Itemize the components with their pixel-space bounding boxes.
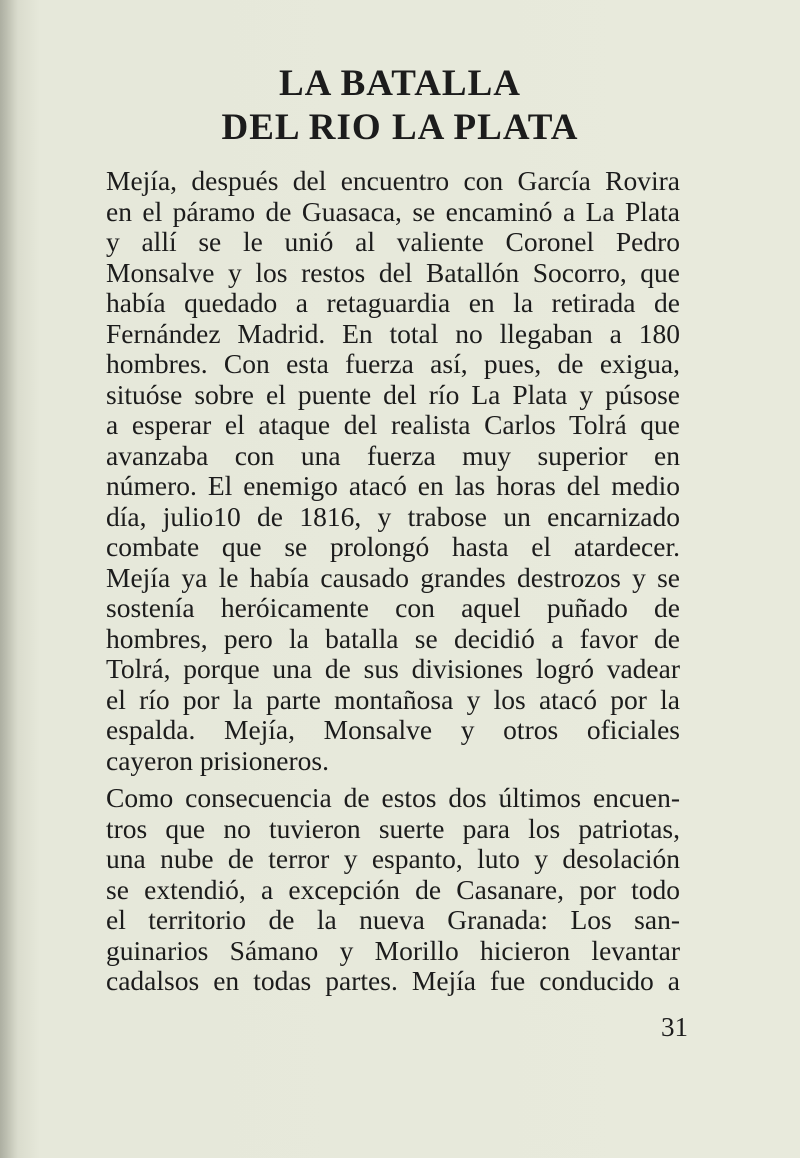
text-line: número. El enemigo atacó en las horas del medio xyxy=(106,470,680,501)
text-line: Monsalve y los restos del Batallón Socorro, que xyxy=(106,256,680,288)
text-line: se extendió, a excepción de Casanare, por todo xyxy=(106,873,680,905)
paragraph-2 xyxy=(106,783,680,997)
text-line: cadalsos en todas partes. Mejía fue conducido a xyxy=(106,965,680,996)
text-line: Tolrá, porque una de sus divisiones logró vadear xyxy=(106,653,680,684)
text-line: y allí se le unió al valiente Coronel Pedro xyxy=(106,226,680,257)
text-line: cayeron prisioneros. xyxy=(106,744,329,776)
text-line: día, julio10 de 1816, y trabose un encarnizado xyxy=(106,500,680,532)
text-line: hombres. Con esta fuerza así, pues, de exigua, xyxy=(106,348,680,379)
binding-shadow xyxy=(0,0,18,1158)
text-line: sostenía heróicamente con aquel puñado de xyxy=(106,592,680,623)
chapter-title-line-1: LA BATALLA xyxy=(279,63,521,104)
text-line: había quedado a retaguardia en la retirada de xyxy=(106,287,680,318)
paragraph-1 xyxy=(106,166,680,776)
text-line: Mejía, después del encuentro con García Rovira xyxy=(106,165,680,196)
text-line: a esperar el ataque del realista Carlos Tolrá que xyxy=(106,409,680,440)
text-line: hombres, pero la batalla se decidió a favor de xyxy=(106,622,680,654)
text-line: tros que no tuvieron suerte para los patriotas, xyxy=(106,812,680,844)
text-line: el territorio de la nueva Granada: Los san- xyxy=(106,904,680,935)
text-line: Fernández Madrid. En total no llegaban a 180 xyxy=(106,317,680,349)
text-line: situóse sobre el puente del río La Plata y púsose xyxy=(106,378,680,410)
text-line: avanzaba con una fuerza muy superior en xyxy=(106,439,680,471)
text-line: una nube de terror y espanto, luto y desolación xyxy=(106,843,680,874)
page-number: 31 xyxy=(661,1012,688,1042)
text-line: espalda. Mejía, Monsalve y otros oficiales xyxy=(106,714,680,745)
text-line: guinarios Sámano y Morillo hicieron levantar xyxy=(106,934,680,966)
text-line: en el páramo de Guasaca, se encaminó a La Plata xyxy=(106,195,680,227)
text-line: Mejía ya le había causado grandes destrozos y se xyxy=(106,561,680,593)
text-line: Como consecuencia de estos dos últimos encuen- xyxy=(106,782,680,813)
chapter-title-line-2: DEL RIO LA PLATA xyxy=(221,107,579,148)
text-line: combate que se prolongó hasta el atardecer. xyxy=(106,531,680,562)
text-line: el río por la parte montañosa y los atacó por la xyxy=(106,683,680,715)
